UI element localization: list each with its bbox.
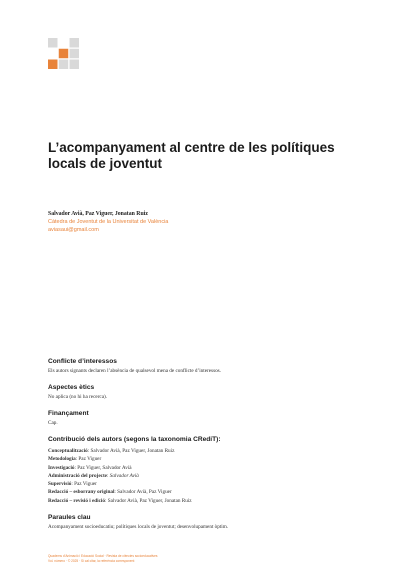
contribution-item: Supervisió: Paz Viguer (48, 481, 97, 488)
contributions-list (48, 447, 378, 505)
keywords-section (48, 513, 378, 531)
ethics-section (48, 383, 378, 401)
contribution-item: Redacció – esborrany original: Salvador Avià, Paz Viguer (48, 489, 172, 496)
keywords-text: Acompanyament socioeducatiu; polítiques locals de joventut; desenvolupament òptim. (48, 524, 229, 531)
contributions-heading: Contribució dels autors (segons la taxonomia CRediT): (48, 436, 221, 443)
author-email[interactable]: aviasaui@gmail.com (48, 227, 99, 233)
conflict-heading: Conflicte d’interessos (48, 358, 117, 365)
contribution-item: Conceptualització: Salvador Avià, Paz Viguer, Jonatan Ruiz (48, 448, 175, 454)
footer-line-1: Quaderns d’Animació i Educació Social · Revista de ciències socioeducatives (48, 554, 158, 558)
journal-logo (48, 38, 79, 69)
footer-line-2: Vol. número · © 2025 · Si cal citar, la referència corresponent (48, 558, 135, 563)
paper-title: L’acompanyament al centre de les polítiques locals de joventut (48, 140, 335, 171)
contribution-item: Investigació: Paz Viguer, Salvador Avià (48, 464, 132, 471)
article-metadata (48, 357, 378, 539)
conflict-text: Els autors signants declaren l’absència de qualsevol mena de conflicte d’interessos. (48, 368, 222, 374)
ethics-text: No aplica (no hi ha recerca). (48, 394, 108, 400)
contribution-item: Administració del projecte: Salvador Avià (48, 472, 139, 479)
ethics-heading: Aspectes ètics (48, 384, 95, 391)
conflict-section (48, 357, 378, 375)
author-names: Salvador Avià, Paz Viguer, Jonatan Ruiz (48, 211, 148, 217)
author-affiliation: Càtedra de Joventut de la Universitat de València (48, 219, 169, 225)
keywords-heading: Paraules clau (48, 514, 91, 522)
author-block (48, 210, 378, 234)
funding-section (48, 409, 378, 427)
contribution-item: Redacció – revisió i edició: Salvador Avià, Paz Viguer, Jonatan Ruiz (48, 497, 192, 504)
contributions-section (48, 435, 378, 505)
funding-text: Cap. (48, 420, 58, 426)
page-footer (48, 554, 308, 563)
funding-heading: Finançament (48, 410, 89, 417)
contribution-item: Metodologia: Paz Viguer (48, 456, 102, 463)
